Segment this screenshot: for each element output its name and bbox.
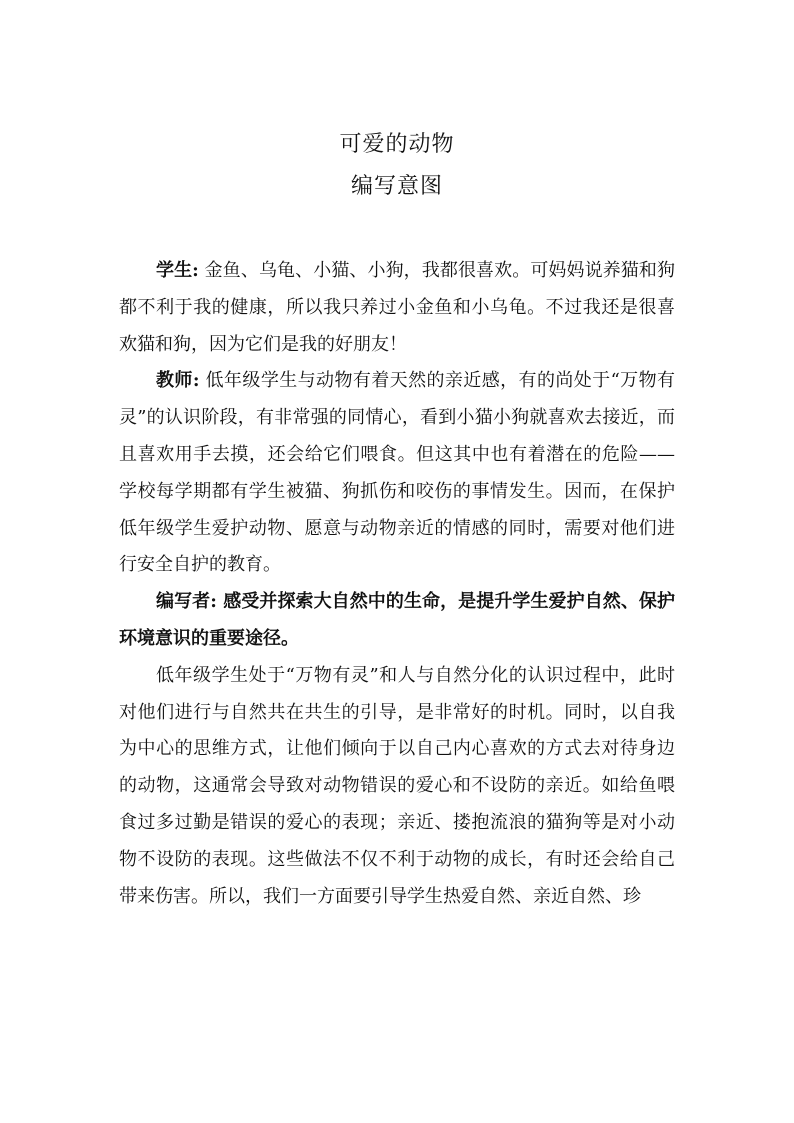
document-body	[119, 253, 675, 915]
paragraph-writer	[119, 584, 675, 658]
paragraph-text-teacher: 低年级学生与动物有着天然的亲近感，有的尚处于“万物有灵”的认识阶段，有非常强的同情心，看到小猫小狗就喜欢去接近，而且喜欢用手去摸，还会给它们喂食。但这其中也有着潜在的危险——学校每学期都有学生被猫、狗抓伤和咬伤的事情发生。因而，在保护低年级学生爱护动物、愿意与动物亲近的情感的同时，需要对他们进行安全自护的教育。	[119, 370, 675, 576]
document-subtitle: 编写意图	[350, 174, 443, 199]
speaker-label-teacher: 教师:	[156, 370, 200, 392]
paragraph-text-student: 金鱼、乌龟、小猫、小狗，我都很喜欢。可妈妈说养猫和狗都不利于我的健康，所以我只养过小金鱼和小乌龟。不过我还是很喜欢猫和狗，因为它们是我的好朋友！	[119, 260, 675, 355]
paragraph-text-writer: 感受并探索大自然中的生命，是提升学生爱护自然、保护环境意识的重要途径。	[119, 591, 675, 649]
paragraph-text-explanation: 低年级学生处于“万物有灵”和人与自然分化的认识过程中，此时对他们进行与自然共在共生的引导，是非常好的时机。同时，以自我为中心的思维方式，让他们倾向于以自己内心喜欢的方式去对待身边的动物，这通常会导致对动物错误的爱心和不设防的亲近。如给鱼喂食过多过勤是错误的爱心的表现；亲近、搂抱流浪的猫狗等是对小动物不设防的表现。这些做法不仅不利于动物的成长，有时还会给自己带来伤害。所以，我们一方面要引导学生热爱自然、亲近自然、珍	[119, 664, 675, 907]
paragraph-student	[119, 253, 675, 363]
speaker-label-writer: 编写者:	[156, 591, 217, 613]
document-title: 可爱的动物	[339, 132, 455, 157]
paragraph-explanation	[119, 658, 675, 916]
speaker-label-student: 学生:	[156, 260, 199, 281]
paragraph-teacher	[119, 363, 675, 584]
